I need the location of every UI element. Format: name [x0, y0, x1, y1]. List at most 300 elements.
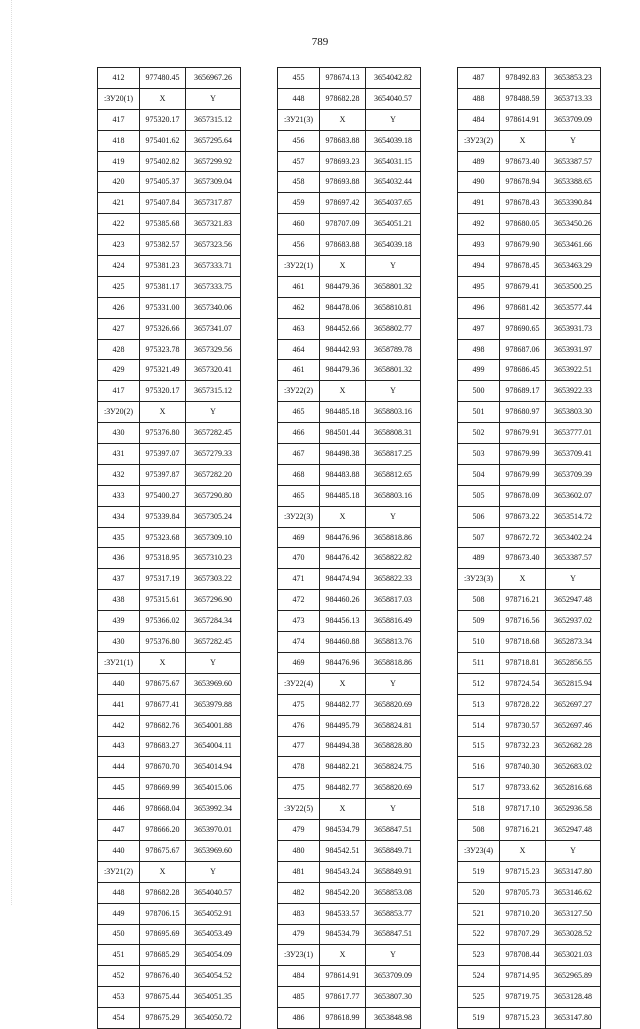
y-coordinate-cell: Y — [366, 945, 421, 966]
x-coordinate-cell: 978673.40 — [500, 151, 546, 172]
point-number-cell: 508 — [458, 590, 500, 611]
table-row — [278, 109, 421, 130]
table-row — [458, 109, 601, 130]
y-coordinate-cell: 3653969.60 — [186, 673, 241, 694]
x-coordinate-cell: 984476.42 — [320, 548, 366, 569]
y-coordinate-cell: 3653979.88 — [186, 694, 241, 715]
point-number-cell: 493 — [458, 235, 500, 256]
x-coordinate-cell: 978679.99 — [500, 444, 546, 465]
y-coordinate-cell: Y — [366, 799, 421, 820]
table-row — [278, 882, 421, 903]
x-coordinate-cell: 984460.26 — [320, 590, 366, 611]
y-coordinate-cell: 3653577.44 — [546, 297, 601, 318]
y-coordinate-cell: 3657296.90 — [186, 590, 241, 611]
y-coordinate-cell: 3657333.75 — [186, 276, 241, 297]
point-number-cell: :ЗУ22(1) — [278, 256, 320, 277]
point-number-cell: 439 — [98, 611, 140, 632]
y-coordinate-cell: 3657310.23 — [186, 548, 241, 569]
y-coordinate-cell: 3652947.48 — [546, 820, 601, 841]
x-coordinate-cell: 984485.18 — [320, 485, 366, 506]
table-row — [278, 673, 421, 694]
coordinates-table-left — [97, 67, 241, 1029]
point-number-cell: 432 — [98, 464, 140, 485]
table-row — [278, 736, 421, 757]
table-row — [278, 861, 421, 882]
table-row — [278, 318, 421, 339]
y-coordinate-cell: Y — [186, 88, 241, 109]
table-row — [278, 778, 421, 799]
x-coordinate-cell: 978679.99 — [500, 464, 546, 485]
y-coordinate-cell: 3653602.07 — [546, 485, 601, 506]
table-row — [278, 68, 421, 89]
x-coordinate-cell: 975376.80 — [140, 423, 186, 444]
table-row — [98, 297, 241, 318]
table-row — [458, 820, 601, 841]
point-number-cell: 475 — [278, 778, 320, 799]
x-coordinate-cell: 984495.79 — [320, 715, 366, 736]
y-coordinate-cell: 3653387.57 — [546, 151, 601, 172]
point-number-cell: 519 — [458, 1008, 500, 1029]
x-coordinate-cell: 975326.66 — [140, 318, 186, 339]
table-row — [458, 276, 601, 297]
x-coordinate-cell: 978690.65 — [500, 318, 546, 339]
point-number-cell: 519 — [458, 861, 500, 882]
point-number-cell: 496 — [458, 297, 500, 318]
point-number-cell: 523 — [458, 945, 500, 966]
table-row — [458, 402, 601, 423]
table-row — [458, 88, 601, 109]
y-coordinate-cell: 3653992.34 — [186, 799, 241, 820]
x-coordinate-cell: 984542.51 — [320, 840, 366, 861]
x-coordinate-cell: 975339.84 — [140, 506, 186, 527]
point-number-cell: :ЗУ21(3) — [278, 109, 320, 130]
y-coordinate-cell: 3658810.81 — [366, 297, 421, 318]
table-row — [278, 88, 421, 109]
point-number-cell: 454 — [98, 1008, 140, 1029]
table-row — [278, 757, 421, 778]
x-coordinate-cell: 984460.88 — [320, 632, 366, 653]
x-coordinate-cell: 978683.88 — [320, 130, 366, 151]
table-row — [278, 569, 421, 590]
table-row — [458, 694, 601, 715]
table-row — [98, 485, 241, 506]
point-number-cell: 511 — [458, 652, 500, 673]
y-coordinate-cell: 3654032.44 — [366, 172, 421, 193]
x-coordinate-cell: 975317.19 — [140, 569, 186, 590]
table-row — [278, 966, 421, 987]
point-number-cell: 469 — [278, 527, 320, 548]
x-coordinate-cell: 978706.15 — [140, 903, 186, 924]
point-number-cell: 445 — [98, 778, 140, 799]
table-row — [98, 130, 241, 151]
table-row — [458, 715, 601, 736]
table-row — [278, 151, 421, 172]
point-number-cell: 434 — [98, 506, 140, 527]
point-number-cell: 516 — [458, 757, 500, 778]
table-row — [278, 276, 421, 297]
table-row — [458, 381, 601, 402]
y-coordinate-cell: 3658803.16 — [366, 485, 421, 506]
x-coordinate-cell: 978680.97 — [500, 402, 546, 423]
point-number-cell: 479 — [278, 820, 320, 841]
x-coordinate-cell: 978693.88 — [320, 172, 366, 193]
x-coordinate-cell: 978707.29 — [500, 924, 546, 945]
table-row — [458, 778, 601, 799]
y-coordinate-cell: 3653147.80 — [546, 861, 601, 882]
y-coordinate-cell: 3658813.76 — [366, 632, 421, 653]
x-coordinate-cell: 978678.45 — [500, 256, 546, 277]
point-number-cell: 476 — [278, 715, 320, 736]
table-row — [98, 945, 241, 966]
x-coordinate-cell: 975366.02 — [140, 611, 186, 632]
point-number-cell: 483 — [278, 903, 320, 924]
y-coordinate-cell: 3654039.18 — [366, 130, 421, 151]
x-coordinate-cell: 978714.95 — [500, 966, 546, 987]
x-coordinate-cell: 978689.17 — [500, 381, 546, 402]
point-number-cell: 441 — [98, 694, 140, 715]
table-row — [278, 548, 421, 569]
x-coordinate-cell: 984498.38 — [320, 444, 366, 465]
x-coordinate-cell: 975318.95 — [140, 548, 186, 569]
y-coordinate-cell: 3658817.03 — [366, 590, 421, 611]
point-number-cell: 419 — [98, 151, 140, 172]
point-number-cell: 426 — [98, 297, 140, 318]
point-number-cell: 464 — [278, 339, 320, 360]
table-row — [278, 214, 421, 235]
table-row — [98, 172, 241, 193]
table-row — [458, 966, 601, 987]
x-coordinate-cell: 978707.09 — [320, 214, 366, 235]
y-coordinate-cell: 3652937.02 — [546, 611, 601, 632]
point-number-cell: :ЗУ20(1) — [98, 88, 140, 109]
page-number: 789 — [311, 36, 329, 48]
x-coordinate-cell: 978680.05 — [500, 214, 546, 235]
table-row — [98, 736, 241, 757]
y-coordinate-cell: 3653028.52 — [546, 924, 601, 945]
y-coordinate-cell: 3653021.03 — [546, 945, 601, 966]
table-row — [278, 423, 421, 444]
y-coordinate-cell: 3654004.11 — [186, 736, 241, 757]
point-number-cell: 484 — [278, 966, 320, 987]
table-row — [98, 276, 241, 297]
table-row — [458, 673, 601, 694]
point-number-cell: 484 — [458, 109, 500, 130]
y-coordinate-cell: 3658803.16 — [366, 402, 421, 423]
y-coordinate-cell: 3658801.32 — [366, 276, 421, 297]
y-coordinate-cell: 3657303.22 — [186, 569, 241, 590]
y-coordinate-cell: Y — [546, 130, 601, 151]
point-number-cell: 503 — [458, 444, 500, 465]
table-row — [98, 360, 241, 381]
x-coordinate-cell: 978678.94 — [500, 172, 546, 193]
point-number-cell: 438 — [98, 590, 140, 611]
x-coordinate-cell: 975323.78 — [140, 339, 186, 360]
x-coordinate-cell: 978730.57 — [500, 715, 546, 736]
x-coordinate-cell: 978677.41 — [140, 694, 186, 715]
point-number-cell: 499 — [458, 360, 500, 381]
table-row — [98, 673, 241, 694]
x-coordinate-cell: 984485.18 — [320, 402, 366, 423]
point-number-cell: 487 — [458, 68, 500, 89]
table-row — [458, 256, 601, 277]
x-coordinate-cell: X — [140, 88, 186, 109]
x-coordinate-cell: 984543.24 — [320, 861, 366, 882]
table-row — [98, 799, 241, 820]
x-coordinate-cell: 978683.88 — [320, 235, 366, 256]
y-coordinate-cell: 3653803.30 — [546, 402, 601, 423]
y-coordinate-cell: 3657321.83 — [186, 214, 241, 235]
y-coordinate-cell: 3652697.27 — [546, 694, 601, 715]
y-coordinate-cell: 3657329.56 — [186, 339, 241, 360]
point-number-cell: 433 — [98, 485, 140, 506]
table-row — [278, 485, 421, 506]
y-coordinate-cell: 3658824.81 — [366, 715, 421, 736]
y-coordinate-cell: 3653922.33 — [546, 381, 601, 402]
point-number-cell: 474 — [278, 632, 320, 653]
x-coordinate-cell: 975382.57 — [140, 235, 186, 256]
point-number-cell: 430 — [98, 632, 140, 653]
point-number-cell: 423 — [98, 235, 140, 256]
table-row — [458, 548, 601, 569]
table-row — [98, 569, 241, 590]
x-coordinate-cell: 978724.54 — [500, 673, 546, 694]
table-row — [278, 235, 421, 256]
y-coordinate-cell: 3653709.39 — [546, 464, 601, 485]
y-coordinate-cell: 3658822.33 — [366, 569, 421, 590]
y-coordinate-cell: 3652947.48 — [546, 590, 601, 611]
y-coordinate-cell: 3658849.71 — [366, 840, 421, 861]
x-coordinate-cell: X — [140, 861, 186, 882]
point-number-cell: 412 — [98, 68, 140, 89]
point-number-cell: 502 — [458, 423, 500, 444]
point-number-cell: 455 — [278, 68, 320, 89]
x-coordinate-cell: 975381.23 — [140, 256, 186, 277]
x-coordinate-cell: 978675.29 — [140, 1008, 186, 1029]
table-row — [278, 945, 421, 966]
point-number-cell: 498 — [458, 339, 500, 360]
x-coordinate-cell: 984476.96 — [320, 652, 366, 673]
point-number-cell: :ЗУ23(4) — [458, 840, 500, 861]
point-number-cell: 482 — [278, 882, 320, 903]
y-coordinate-cell: 3652873.34 — [546, 632, 601, 653]
y-coordinate-cell: 3652816.68 — [546, 778, 601, 799]
y-coordinate-cell: Y — [366, 381, 421, 402]
table-row — [278, 611, 421, 632]
table-row — [278, 840, 421, 861]
x-coordinate-cell: 984479.36 — [320, 276, 366, 297]
point-number-cell: 491 — [458, 193, 500, 214]
table-row — [458, 527, 601, 548]
y-coordinate-cell: 3658808.31 — [366, 423, 421, 444]
point-number-cell: 448 — [98, 882, 140, 903]
x-coordinate-cell: 978617.77 — [320, 987, 366, 1008]
point-number-cell: 488 — [458, 88, 500, 109]
point-number-cell: 513 — [458, 694, 500, 715]
point-number-cell: 440 — [98, 673, 140, 694]
x-coordinate-cell: 978679.91 — [500, 423, 546, 444]
table-row — [458, 214, 601, 235]
y-coordinate-cell: 3653853.23 — [546, 68, 601, 89]
y-coordinate-cell: 3654015.06 — [186, 778, 241, 799]
y-coordinate-cell: 3654042.82 — [366, 68, 421, 89]
table-row — [278, 820, 421, 841]
table-row — [98, 882, 241, 903]
y-coordinate-cell: 3658816.49 — [366, 611, 421, 632]
table-row — [278, 193, 421, 214]
point-number-cell: 508 — [458, 820, 500, 841]
point-number-cell: 495 — [458, 276, 500, 297]
point-number-cell: 421 — [98, 193, 140, 214]
table-row — [98, 840, 241, 861]
y-coordinate-cell: 3652697.46 — [546, 715, 601, 736]
table-row — [98, 193, 241, 214]
point-number-cell: 479 — [278, 924, 320, 945]
x-coordinate-cell: 978708.44 — [500, 945, 546, 966]
point-number-cell: 451 — [98, 945, 140, 966]
x-coordinate-cell: X — [320, 381, 366, 402]
point-number-cell: 463 — [278, 318, 320, 339]
x-coordinate-cell: 975320.17 — [140, 109, 186, 130]
x-coordinate-cell: 984452.66 — [320, 318, 366, 339]
y-coordinate-cell: 3653128.48 — [546, 987, 601, 1008]
y-coordinate-cell: 3658853.08 — [366, 882, 421, 903]
x-coordinate-cell: 975400.27 — [140, 485, 186, 506]
y-coordinate-cell: 3654031.15 — [366, 151, 421, 172]
table-row — [458, 632, 601, 653]
point-number-cell: 457 — [278, 151, 320, 172]
point-number-cell: 435 — [98, 527, 140, 548]
y-coordinate-cell: 3654054.09 — [186, 945, 241, 966]
table-row — [278, 652, 421, 673]
table-row — [458, 903, 601, 924]
y-coordinate-cell: 3654040.57 — [186, 882, 241, 903]
table-row — [98, 88, 241, 109]
y-coordinate-cell: 3654052.91 — [186, 903, 241, 924]
y-coordinate-cell: 3653461.66 — [546, 235, 601, 256]
x-coordinate-cell: X — [320, 506, 366, 527]
table-row — [98, 652, 241, 673]
x-coordinate-cell: 975405.37 — [140, 172, 186, 193]
table-row — [458, 924, 601, 945]
x-coordinate-cell: 978719.75 — [500, 987, 546, 1008]
table-row — [278, 987, 421, 1008]
y-coordinate-cell: 3658817.25 — [366, 444, 421, 465]
point-number-cell: :ЗУ21(1) — [98, 652, 140, 673]
table-row — [98, 381, 241, 402]
table-row — [98, 214, 241, 235]
y-coordinate-cell: 3657341.07 — [186, 318, 241, 339]
y-coordinate-cell: 3654053.49 — [186, 924, 241, 945]
point-number-cell: 427 — [98, 318, 140, 339]
y-coordinate-cell: 3652936.58 — [546, 799, 601, 820]
point-number-cell: 465 — [278, 485, 320, 506]
y-coordinate-cell: Y — [186, 402, 241, 423]
point-number-cell: :ЗУ22(3) — [278, 506, 320, 527]
y-coordinate-cell: 3657317.87 — [186, 193, 241, 214]
table-row — [98, 109, 241, 130]
x-coordinate-cell: 975376.80 — [140, 632, 186, 653]
y-coordinate-cell: 3653970.01 — [186, 820, 241, 841]
point-number-cell: 461 — [278, 360, 320, 381]
x-coordinate-cell: 984442.93 — [320, 339, 366, 360]
y-coordinate-cell: 3653402.24 — [546, 527, 601, 548]
x-coordinate-cell: 984479.36 — [320, 360, 366, 381]
x-coordinate-cell: 978675.44 — [140, 987, 186, 1008]
point-number-cell: 477 — [278, 736, 320, 757]
point-number-cell: 506 — [458, 506, 500, 527]
table-row — [98, 590, 241, 611]
table-row — [98, 464, 241, 485]
point-number-cell: 453 — [98, 987, 140, 1008]
point-number-cell: 515 — [458, 736, 500, 757]
table-row — [278, 130, 421, 151]
x-coordinate-cell: 984474.94 — [320, 569, 366, 590]
x-coordinate-cell: 978676.40 — [140, 966, 186, 987]
x-coordinate-cell: 978715.23 — [500, 1008, 546, 1029]
x-coordinate-cell: 975397.87 — [140, 464, 186, 485]
table-row — [458, 882, 601, 903]
y-coordinate-cell: 3658802.77 — [366, 318, 421, 339]
point-number-cell: 466 — [278, 423, 320, 444]
y-coordinate-cell: 3657305.24 — [186, 506, 241, 527]
x-coordinate-cell: 978668.04 — [140, 799, 186, 820]
point-number-cell: 442 — [98, 715, 140, 736]
x-coordinate-cell: 984482.77 — [320, 694, 366, 715]
table-row — [458, 861, 601, 882]
point-number-cell: 459 — [278, 193, 320, 214]
y-coordinate-cell: 3657282.45 — [186, 423, 241, 444]
point-number-cell: 450 — [98, 924, 140, 945]
x-coordinate-cell: 975331.00 — [140, 297, 186, 318]
point-number-cell: 471 — [278, 569, 320, 590]
point-number-cell: 494 — [458, 256, 500, 277]
y-coordinate-cell: 3653127.50 — [546, 903, 601, 924]
table-row — [458, 987, 601, 1008]
x-coordinate-cell: 978678.09 — [500, 485, 546, 506]
y-coordinate-cell: 3658820.69 — [366, 778, 421, 799]
point-number-cell: 449 — [98, 903, 140, 924]
y-coordinate-cell: 3654001.88 — [186, 715, 241, 736]
y-coordinate-cell: 3657309.10 — [186, 527, 241, 548]
x-coordinate-cell: 975381.17 — [140, 276, 186, 297]
table-row — [458, 590, 601, 611]
table-row — [278, 256, 421, 277]
point-number-cell: 489 — [458, 151, 500, 172]
x-coordinate-cell: 978675.67 — [140, 673, 186, 694]
y-coordinate-cell: 3654051.21 — [366, 214, 421, 235]
table-row — [278, 527, 421, 548]
point-number-cell: 497 — [458, 318, 500, 339]
table-row — [278, 924, 421, 945]
y-coordinate-cell: 3657295.64 — [186, 130, 241, 151]
y-coordinate-cell: 3654054.52 — [186, 966, 241, 987]
table-row — [278, 632, 421, 653]
y-coordinate-cell: 3657282.45 — [186, 632, 241, 653]
y-coordinate-cell: 3654051.35 — [186, 987, 241, 1008]
x-coordinate-cell: 978679.41 — [500, 276, 546, 297]
point-number-cell: 524 — [458, 966, 500, 987]
table-row — [98, 632, 241, 653]
y-coordinate-cell: 3653390.84 — [546, 193, 601, 214]
point-number-cell: 492 — [458, 214, 500, 235]
point-number-cell: :ЗУ23(3) — [458, 569, 500, 590]
point-number-cell: :ЗУ21(2) — [98, 861, 140, 882]
x-coordinate-cell: 978682.28 — [140, 882, 186, 903]
x-coordinate-cell: X — [320, 109, 366, 130]
table-row — [98, 506, 241, 527]
point-number-cell: 447 — [98, 820, 140, 841]
y-coordinate-cell: 3653387.57 — [546, 548, 601, 569]
